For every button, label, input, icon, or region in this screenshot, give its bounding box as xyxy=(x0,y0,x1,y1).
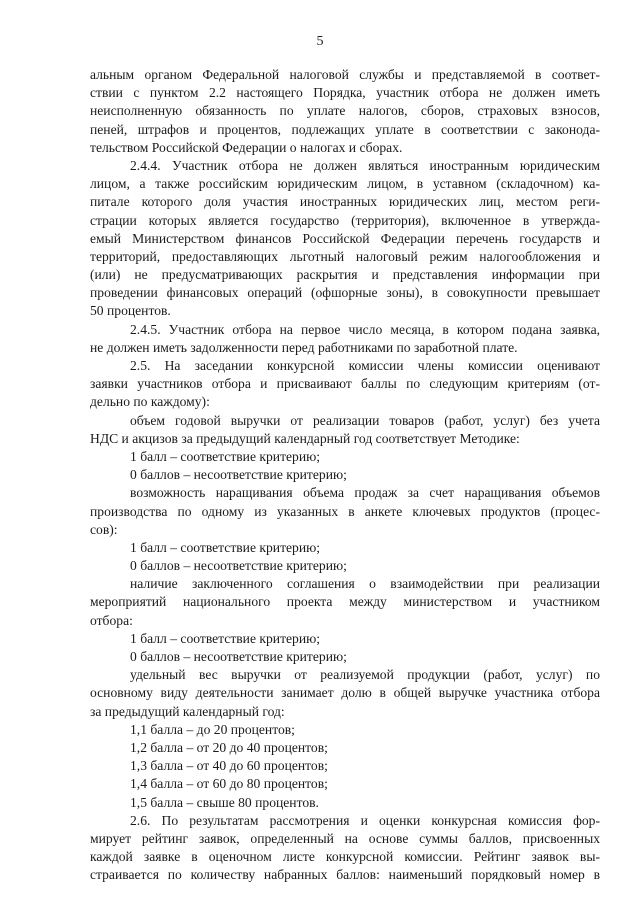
text-line: 1,2 балла – от 20 до 40 процентов; xyxy=(130,739,328,755)
text-line: лицом, а также российским юридическим лицом, в уставном (складочном) ка- xyxy=(90,176,600,192)
text-line: тельством Российской Федерации о налогах и сборах. xyxy=(90,139,403,155)
text-line: мероприятий национального проекта между министерством и участником xyxy=(90,594,600,610)
text-line: сов): xyxy=(90,521,118,537)
text-line: альным органом Федеральной налоговой службы и представляемой в соответ- xyxy=(90,67,600,82)
text-line: 1,5 балла – свыше 80 процентов. xyxy=(130,794,319,810)
text-line: (или) не предусматривающих раскрытия и представления информации при xyxy=(90,267,600,283)
text-line: основному виду деятельности занимает долю в общей выручке участника отбора xyxy=(90,685,600,701)
text-line: емый Министерством финансов Российской Федерации перечень государств и xyxy=(90,230,600,246)
text-line: 50 процентов. xyxy=(90,303,171,319)
text-line: 1,3 балла – от 40 до 60 процентов; xyxy=(130,758,328,774)
text-line: 2.4.4. Участник отбора не должен являться иностранным юридическим xyxy=(130,157,600,173)
text-line: 1,4 балла – от 60 до 80 процентов; xyxy=(130,776,328,792)
text-line: дельно по каждому): xyxy=(90,394,210,410)
text-line: 0 баллов – несоответствие критерию; xyxy=(130,649,347,664)
text-line: 2.6. По результатам рассмотрения и оценки конкурсная комиссия фор- xyxy=(130,812,600,828)
text-line: объем годовой выручки от реализации товаров (работ, услуг) без учета xyxy=(130,412,600,428)
text-line: ствии с пунктом 2.2 настоящего Порядка, участник отбора не должен иметь xyxy=(90,85,600,101)
document-body xyxy=(90,66,600,884)
text-line: неисполненную обязанность по уплате налогов, сборов, страховых взносов, xyxy=(90,103,600,119)
text-line: страции которых является государство (территория), включенное в утвержда- xyxy=(90,212,600,228)
text-line: наличие заключенного соглашения о взаимодействии при реализации xyxy=(130,576,600,592)
text-line: НДС и акцизов за предыдущий календарный год соответствует Методике: xyxy=(90,430,520,446)
text-line: 1 балл – соответствие критерию; xyxy=(130,630,321,646)
text-line: производства по одному из указанных в анкете ключевых продуктов (процес- xyxy=(90,503,600,519)
text-line: питале которого доля участия иностранных юридических лиц, местом реги- xyxy=(90,194,600,210)
text-line: страивается по количеству набранных баллов: наименьший порядковый номер в xyxy=(90,867,600,883)
page-number: 5 xyxy=(316,34,324,49)
text-line: мирует рейтинг заявок, определенный на основе суммы баллов, присвоенных xyxy=(90,830,600,846)
text-line: 1 балл – соответствие критерию; xyxy=(130,539,321,555)
text-line: 0 баллов – несоответствие критерию; xyxy=(130,558,347,574)
text-line: возможность наращивания объема продаж за счет наращивания объемов xyxy=(130,485,600,501)
text-line: заявки участников отбора и присваивают баллы по следующим критериям (от- xyxy=(90,376,600,392)
text-line: за предыдущий календарный год: xyxy=(90,703,285,719)
text-line: пеней, штрафов и процентов, подлежащих уплате в соответствии с законода- xyxy=(90,121,600,137)
text-line: каждой заявке в оценочном листе конкурсной комиссии. Рейтинг заявок вы- xyxy=(90,849,600,865)
text-line: не должен иметь задолженности перед работниками по заработной плате. xyxy=(90,339,518,355)
text-line: территорий, предоставляющих льготный налоговый режим налогообложения и xyxy=(90,248,600,264)
text-line: 1,1 балла – до 20 процентов; xyxy=(130,721,295,737)
text-line: 2.5. На заседании конкурсной комиссии члены комиссии оценивают xyxy=(130,358,600,373)
text-line: отбора: xyxy=(90,612,133,628)
text-line: 0 баллов – несоответствие критерию; xyxy=(130,467,347,483)
text-line: 2.4.5. Участник отбора на первое число месяца, в котором подана заявка, xyxy=(130,321,600,337)
text-line: удельный вес выручки от реализуемой продукции (работ, услуг) по xyxy=(130,667,600,683)
text-line: проведении финансовых операций (офшорные зоны), в совокупности превышает xyxy=(90,285,600,301)
text-line: 1 балл – соответствие критерию; xyxy=(130,448,321,464)
